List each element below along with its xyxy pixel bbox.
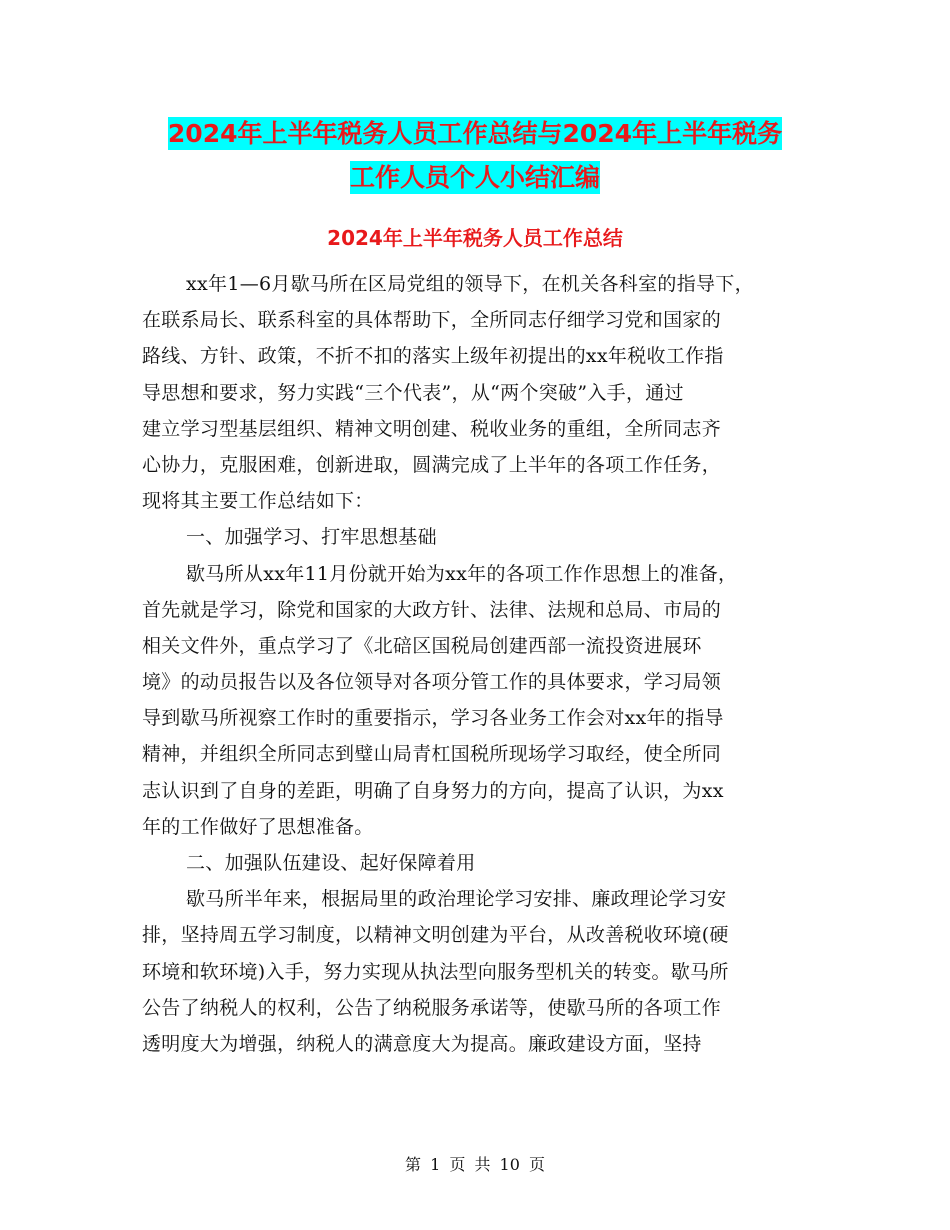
title-highlight-1: 2024年上半年税务人员工作总结与2024年上半年税务 [167,119,783,148]
heading-line: 二、加强队伍建设、起好保障着用 [186,852,476,874]
paragraph-line: 排，坚持周五学习制度，以精神文明创建为平台，从改善税收环境(硬 [142,924,729,947]
heading-line: 一、加强学习、打牢思想基础 [186,526,437,549]
document-body [142,266,832,1062]
document-title-line-1 [0,112,950,156]
paragraph-line: 在联系局长、联系科室的具体帮助下，全所同志仔细学习党和国家的 [142,309,722,332]
paragraph-line: 心协力，克服困难，创新进取，圆满完成了上半年的各项工作任务， [142,453,722,476]
paragraph-line: 现将其主要工作总结如下： [142,490,374,513]
paragraph-line: 公告了纳税人的权利，公告了纳税服务承诺等，使歇马所的各项工作 [142,996,722,1019]
paragraph-line: 境》的动员报告以及各位领导对各项分管工作的具体要求，学习局领 [142,671,722,694]
paragraph-line: 路线、方针、政策，不折不扣的落实上级年初提出的xx年税收工作指 [142,345,724,368]
paragraph-line: 志认识到了自身的差距，明确了自身努力的方向，提高了认识，为xx [142,779,724,802]
paragraph-line: 歇马所半年来，根据局里的政治理论学习安排、廉政理论学习安 [186,888,727,911]
title-highlight-2: 工作人员个人小结汇编 [349,163,600,192]
paragraph-line: 导思想和要求，努力实践“三个代表”，从“两个突破”入手，通过 [142,381,684,404]
paragraph-line: 相关文件外，重点学习了《北碚区国税局创建西部一流投资进展环 [142,634,702,657]
paragraph-line: xx年1—6月歇马所在区局党组的领导下，在机关各科室的指导下， [186,273,754,295]
paragraph-line: 环境和软环境)入手，努力实现从执法型向服务型机关的转变。歇马所 [142,960,729,983]
paragraph-line: 年的工作做好了思想准备。 [142,815,374,838]
paragraph-line: 歇马所从xx年11月份就开始为xx年的各项工作作思想上的准备， [186,562,738,585]
page-footer: 第 1 页 共 10 页 [405,1155,545,1174]
paragraph-line: 建立学习型基层组织、精神文明创建、税收业务的重组，全所同志齐 [142,417,722,440]
document-title-line-2 [0,156,950,200]
section-title: 2024年上半年税务人员工作总结 [327,226,623,250]
paragraph-line: 精神，并组织全所同志到璧山局青杠国税所现场学习取经，使全所同 [142,743,722,766]
paragraph-line: 导到歇马所视察工作时的重要指示，学习各业务工作会对xx年的指导 [142,707,724,730]
paragraph-line: 透明度大为增强，纳税人的满意度大为提高。廉政建设方面，坚持 [142,1032,702,1055]
paragraph-line: 首先就是学习，除党和国家的大政方针、法律、法规和总局、市局的 [142,598,722,621]
